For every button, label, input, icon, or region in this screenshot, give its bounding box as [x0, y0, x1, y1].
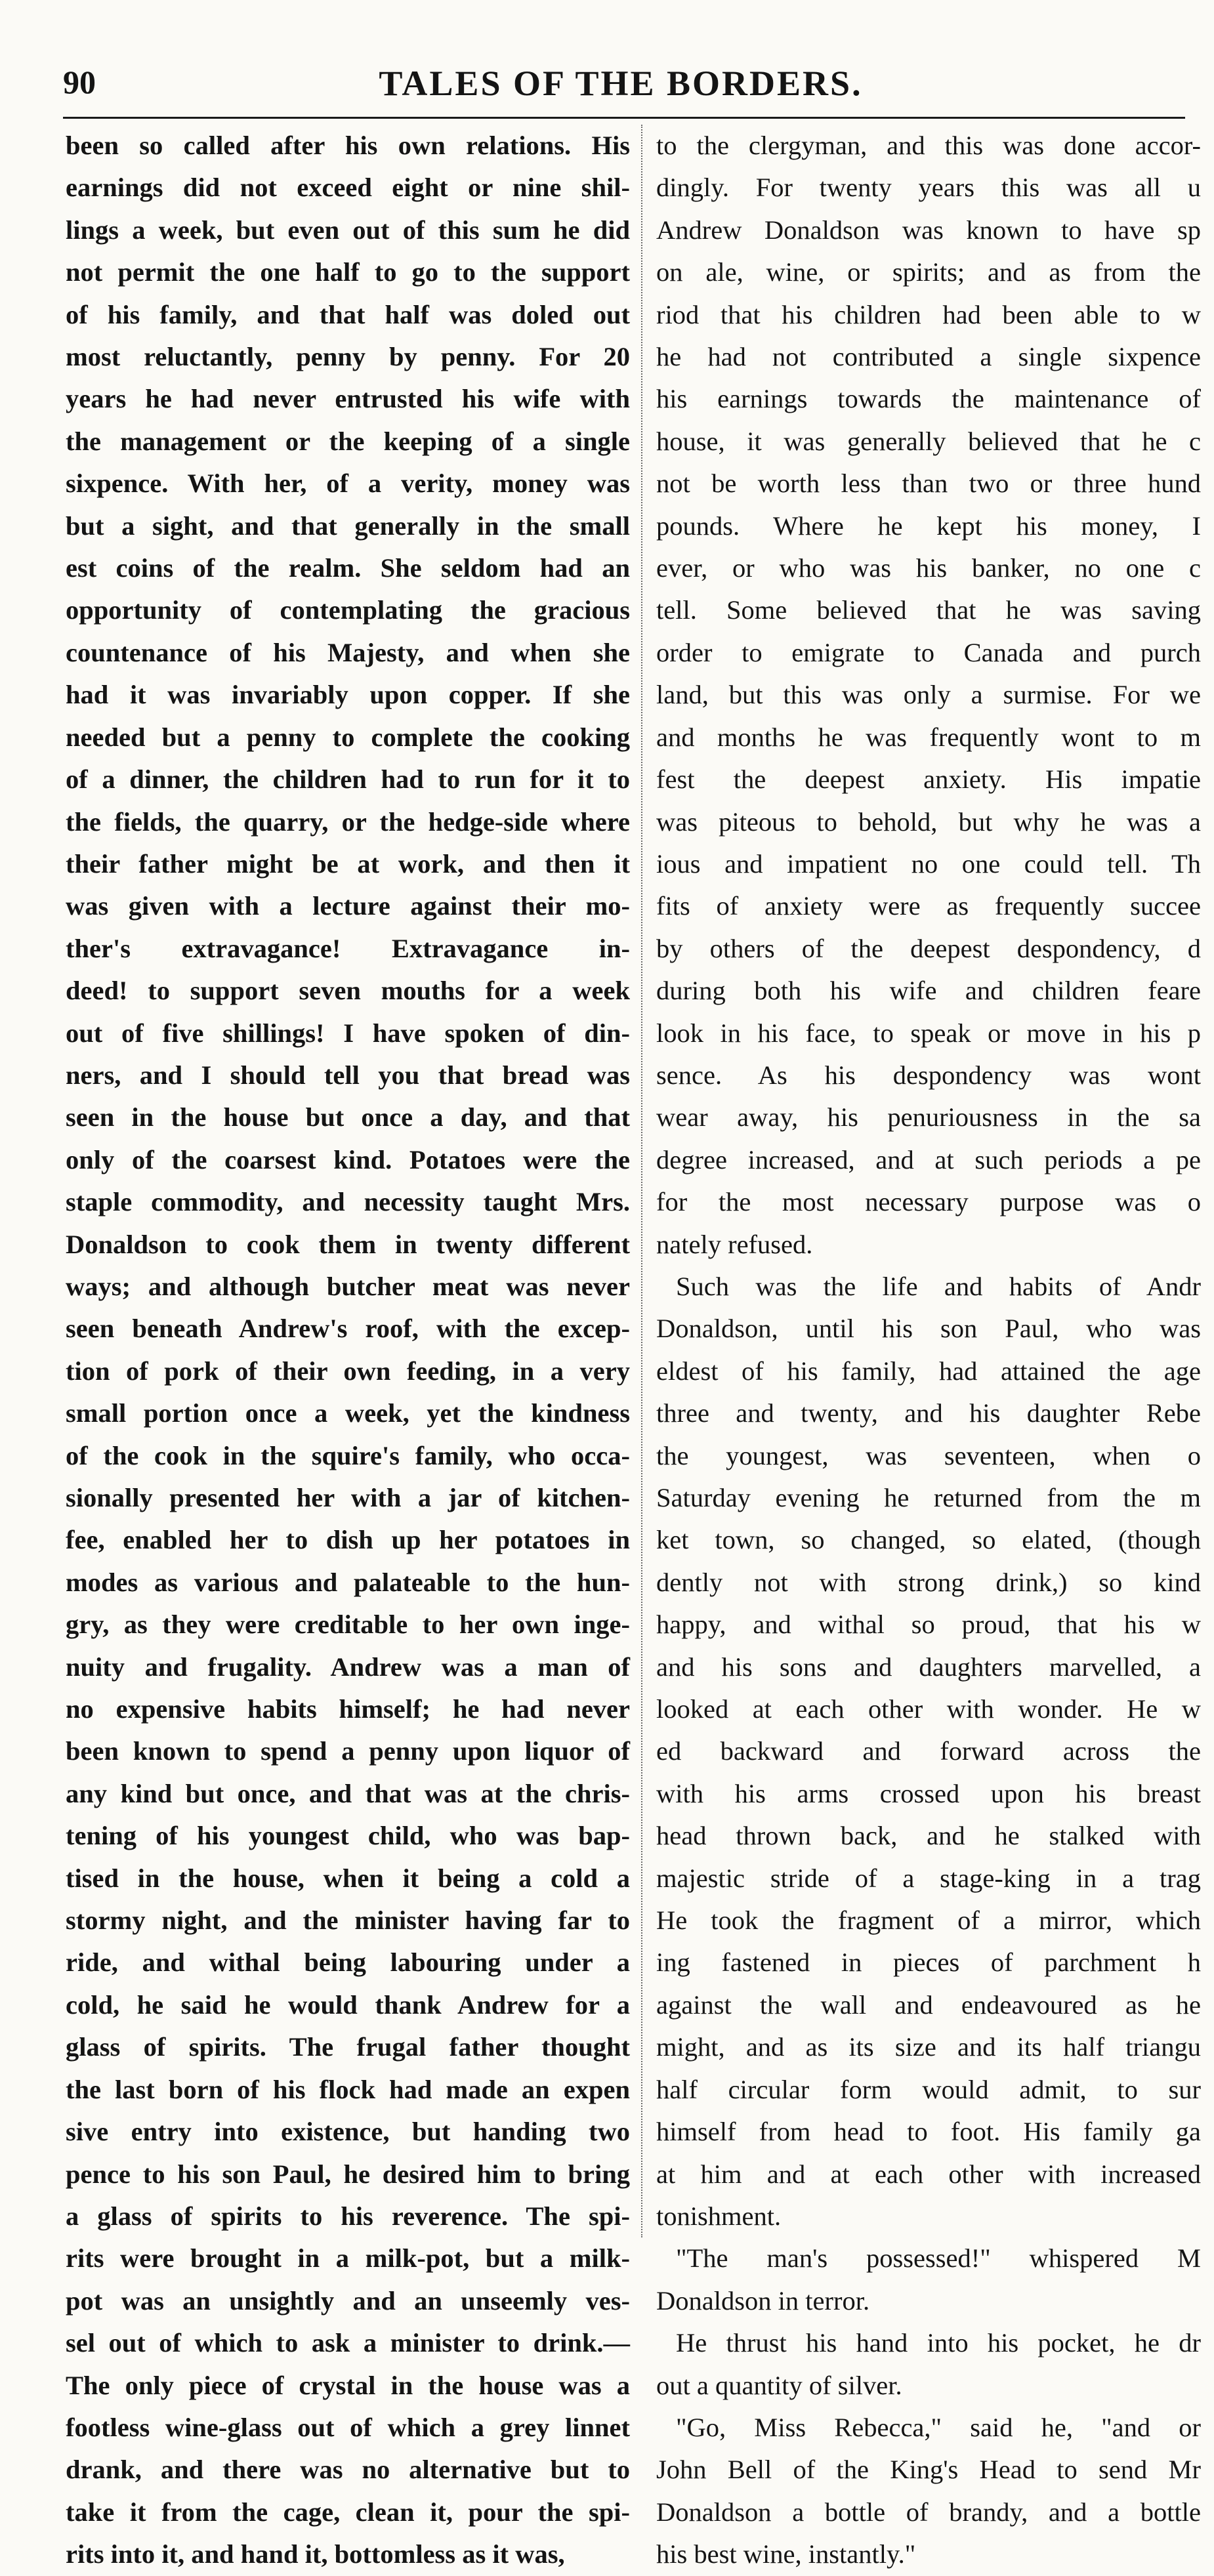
text-line: his best wine, instantly.": [656, 2539, 916, 2569]
text-line: only of the coarsest kind. Potatoes were the: [66, 1144, 630, 1174]
text-line: three and twenty, and his daughter Rebe: [656, 1398, 1201, 1428]
text-line: seen in the house but once a day, and that: [66, 1102, 630, 1132]
text-line: sence. As his despondency was wont: [656, 1060, 1201, 1090]
text-line: John Bell of the King's Head to send Mr: [656, 2455, 1201, 2485]
text-line: been known to spend a penny upon liquor of: [66, 1736, 630, 1766]
text-line: deed! to support seven mouths for a week: [66, 976, 630, 1006]
text-line: opportunity of contemplating the gracious: [66, 595, 630, 625]
left-column: [66, 125, 630, 2569]
text-line: nately refused.: [656, 1229, 813, 1259]
text-line: might, and as its size and its half triangu: [656, 2032, 1201, 2062]
text-line: glass of spirits. The frugal father thought: [66, 2032, 630, 2062]
text-line: earnings did not exceed eight or nine shil-: [66, 173, 630, 203]
text-line: looked at each other with wonder. He w: [656, 1694, 1201, 1724]
text-line: order to emigrate to Canada and purch: [656, 637, 1201, 667]
right-column: [656, 125, 1201, 2569]
text-line: ing fastened in pieces of parchment h: [656, 1947, 1201, 1978]
text-line: degree increased, and at such periods a pe: [656, 1144, 1201, 1174]
text-line: needed but a penny to complete the cooking: [66, 722, 630, 752]
text-line: the last born of his flock had made an expen: [66, 2074, 630, 2104]
text-line: ways; and although butcher meat was never: [66, 1271, 630, 1301]
text-line: of his family, and that half was doled out: [66, 299, 630, 329]
text-line: tion of pork of their own feeding, in a very: [66, 1356, 630, 1386]
text-line: est coins of the realm. She seldom had an: [66, 553, 630, 583]
text-line: countenance of his Majesty, and when she: [66, 637, 630, 667]
text-line: of the cook in the squire's family, who occa-: [66, 1440, 630, 1470]
running-head: TALES OF THE BORDERS.: [379, 64, 863, 103]
text-line: by others of the deepest despondency, d: [656, 933, 1201, 963]
text-line: sel out of which to ask a minister to drink.—: [66, 2328, 630, 2358]
text-line: "Go, Miss Rebecca," said he, "and or: [676, 2412, 1201, 2442]
text-line: the management or the keeping of a single: [66, 426, 630, 456]
text-line: land, but this was only a surmise. For we: [656, 680, 1201, 710]
text-line: fits of anxiety were as frequently succee: [656, 891, 1201, 921]
text-line: ride, and withal being labouring under a: [66, 1947, 630, 1978]
text-line: head thrown back, and he stalked with: [656, 1821, 1201, 1851]
text-line: most reluctantly, penny by penny. For 20: [66, 342, 630, 372]
text-line: his earnings towards the maintenance of: [656, 384, 1201, 414]
text-line: sive entry into existence, but handing two: [66, 2117, 630, 2147]
text-line: rits into it, and hand it, bottomless as it was,: [66, 2539, 565, 2569]
text-line: the fields, the quarry, or the hedge-side where: [66, 806, 630, 837]
text-line: tonishment.: [656, 2201, 782, 2231]
text-line: but a sight, and that generally in the small: [66, 510, 630, 541]
text-line: modes as various and palateable to the hun-: [66, 1567, 630, 1597]
text-line: He took the fragment of a mirror, which: [656, 1905, 1201, 1936]
text-line: he had not contributed a single sixpence: [656, 342, 1201, 372]
page-number: 90: [63, 64, 96, 100]
text-line: cold, he said he would thank Andrew for a: [66, 1989, 630, 2020]
text-line: happy, and withal so proud, that his w: [656, 1610, 1201, 1640]
text-line: of a dinner, the children had to run for it to: [66, 764, 630, 795]
text-line: wear away, his penuriousness in the sa: [656, 1102, 1201, 1132]
text-line: Donaldson to cook them in twenty different: [66, 1229, 630, 1259]
text-line: to the clergyman, and this was done accor-: [656, 131, 1201, 160]
text-line: Such was the life and habits of Andr: [676, 1271, 1201, 1301]
text-line: ket town, so changed, so elated, (though: [656, 1525, 1201, 1555]
text-line: stormy night, and the minister having far to: [66, 1905, 630, 1936]
text-line: out of five shillings! I have spoken of din-: [66, 1018, 630, 1048]
text-line: ners, and I should tell you that bread was: [66, 1060, 630, 1090]
text-line: pence to his son Paul, he desired him to bring: [66, 2159, 630, 2189]
text-line: Saturday evening he returned from the m: [656, 1483, 1201, 1512]
text-line: a glass of spirits to his reverence. The spi-: [66, 2201, 630, 2231]
text-line: sixpence. With her, of a verity, money was: [66, 468, 630, 499]
text-line: ious and impatient no one could tell. Th: [656, 848, 1201, 879]
text-line: sionally presented her with a jar of kitchen-: [66, 1483, 630, 1512]
text-line: was given with a lecture against their mo-: [66, 891, 630, 921]
text-line: dingly. For twenty years this was all u: [656, 173, 1201, 203]
text-line: not permit the one half to go to the support: [66, 257, 630, 287]
text-line: Donaldson a bottle of brandy, and a bottle: [656, 2497, 1201, 2527]
text-line: tised in the house, when it being a cold a: [66, 1863, 630, 1893]
text-line: dently not with strong drink,) so kind: [656, 1567, 1201, 1597]
text-line: any kind but once, and that was at the chris-: [66, 1778, 630, 1808]
text-line: "The man's possessed!" whispered M: [676, 2243, 1201, 2274]
text-line: out a quantity of silver.: [656, 2370, 902, 2400]
text-line: small portion once a week, yet the kindness: [66, 1398, 630, 1428]
text-line: staple commodity, and necessity taught Mrs.: [66, 1187, 630, 1217]
text-line: ever, or who was his banker, no one c: [656, 553, 1201, 583]
text-line: ther's extravagance! Extravagance in-: [66, 933, 630, 963]
text-line: years he had never entrusted his wife with: [66, 384, 630, 414]
text-line: drank, and there was no alternative but to: [66, 2455, 630, 2485]
text-line: eldest of his family, had attained the age: [656, 1356, 1201, 1386]
text-line: tening of his youngest child, who was bap-: [66, 1821, 630, 1851]
text-line: seen beneath Andrew's roof, with the excep-: [66, 1314, 630, 1344]
text-line: not be worth less than two or three hund: [656, 468, 1201, 499]
text-line: fee, enabled her to dish up her potatoes in: [66, 1525, 630, 1555]
text-line: himself from head to foot. His family ga: [656, 2117, 1201, 2147]
text-line: had it was invariably upon copper. If she: [66, 680, 630, 710]
text-line: for the most necessary purpose was o: [656, 1187, 1201, 1217]
text-line: He thrust his hand into his pocket, he dr: [676, 2328, 1201, 2358]
text-line: gry, as they were creditable to her own inge-: [66, 1610, 630, 1640]
text-line: ed backward and forward across the: [656, 1736, 1201, 1766]
text-line: on ale, wine, or spirits; and as from the: [656, 257, 1201, 287]
text-line: rits were brought in a milk-pot, but a milk-: [66, 2243, 630, 2274]
text-line: and months he was frequently wont to m: [656, 722, 1201, 752]
text-line: against the wall and endeavoured as he: [656, 1989, 1201, 2020]
text-line: Donaldson, until his son Paul, who was: [656, 1314, 1201, 1344]
text-line: during both his wife and children feare: [656, 976, 1201, 1006]
text-line: Andrew Donaldson was known to have sp: [656, 215, 1201, 245]
text-line: pot was an unsightly and an unseemly ves-: [66, 2285, 630, 2316]
text-line: their father might be at work, and then it: [66, 848, 630, 879]
text-line: footless wine-glass out of which a grey linnet: [66, 2412, 630, 2442]
text-line: look in his face, to speak or move in his p: [656, 1018, 1201, 1048]
text-line: with his arms crossed upon his breast: [656, 1778, 1201, 1808]
text-line: majestic stride of a stage-king in a trag: [656, 1863, 1201, 1893]
text-line: The only piece of crystal in the house was a: [66, 2370, 630, 2400]
text-line: and his sons and daughters marvelled, a: [656, 1652, 1201, 1682]
text-line: Donaldson in terror.: [656, 2285, 870, 2316]
text-line: at him and at each other with increased: [656, 2159, 1201, 2189]
column-divider: [641, 125, 642, 2237]
text-line: the youngest, was seventeen, when o: [656, 1440, 1201, 1470]
text-line: no expensive habits himself; he had never: [66, 1694, 630, 1724]
text-line: nuity and frugality. Andrew was a man of: [66, 1652, 630, 1682]
text-line: been so called after his own relations. His: [66, 131, 630, 160]
text-line: was piteous to behold, but why he was a: [656, 806, 1201, 837]
text-line: tell. Some believed that he was saving: [656, 595, 1201, 625]
text-line: riod that his children had been able to w: [656, 299, 1201, 329]
header-rule: [63, 117, 1185, 119]
text-line: take it from the cage, clean it, pour the spi-: [66, 2497, 630, 2527]
text-line: house, it was generally believed that he c: [656, 426, 1201, 456]
text-line: pounds. Where he kept his money, I: [656, 510, 1201, 541]
text-line: lings a week, but even out of this sum he did: [66, 215, 630, 245]
text-line: half circular form would admit, to sur: [656, 2074, 1201, 2104]
text-line: fest the deepest anxiety. His impatie: [656, 764, 1201, 795]
page-header: [63, 63, 1179, 109]
